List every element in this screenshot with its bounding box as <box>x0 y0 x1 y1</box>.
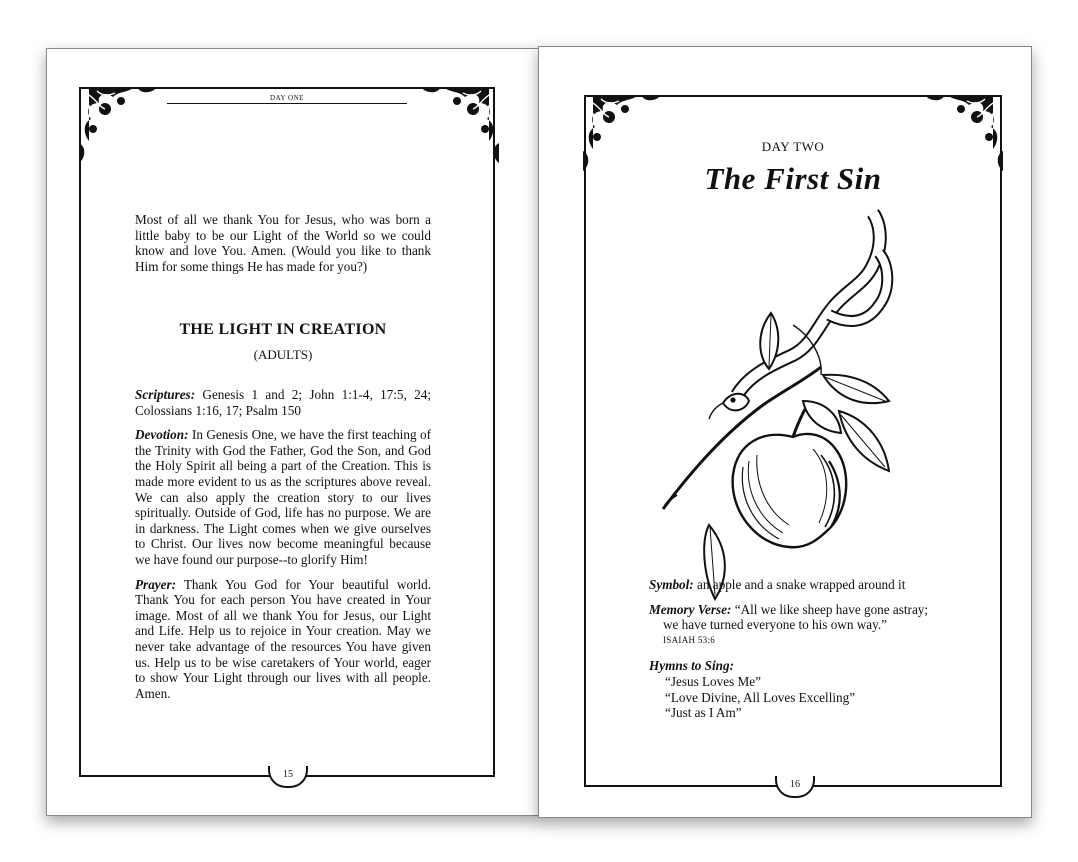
apple-snake-illustration <box>653 205 933 605</box>
running-head-rule <box>167 103 407 104</box>
prayer-paragraph: Prayer: Thank You God for Your beautiful world. Thank You for each person You have created in Your image. Most of all we thank You for Jesus, our Light and Life. Help us to rejoice in Your creation. May we never take advantage of the resources You have given us. Help us to be wise caretakers of Your world, eager to show Your Light through our lives with all people. Amen. <box>135 576 431 701</box>
running-head: DAY ONE <box>270 94 304 102</box>
intro-paragraph: Most of all we thank You for Jesus, who was born a little baby to be our Light of the World so we could know and love You. Amen. (Would you like to thank Him for some things He has made for you?) <box>135 212 431 274</box>
page-title: The First Sin <box>704 161 882 196</box>
hymn-item: “Jesus Loves Me” <box>665 673 761 689</box>
section-heading: THE LIGHT IN CREATION <box>179 321 387 338</box>
day-label: DAY TWO <box>761 139 825 154</box>
scripture-reference: ISAIAH 53:6 <box>663 634 716 645</box>
adult-devotional-body <box>135 387 431 710</box>
symbol-paragraph: Symbol: an apple and a snake wrapped around it <box>649 577 906 592</box>
scriptures-paragraph: Scriptures: Genesis 1 and 2; John 1:1-4, 17:5, 24; Colossians 1:16, 17; Psalm 150 <box>135 387 431 418</box>
section-subheading: (ADULTS) <box>253 347 313 362</box>
page-number: 16 <box>775 776 815 798</box>
hymn-item: “Just as I Am” <box>665 705 742 721</box>
left-page <box>46 48 540 816</box>
page-number: 15 <box>268 766 308 788</box>
right-page <box>538 46 1032 818</box>
hymn-item: “Love Divine, All Loves Excelling” <box>665 689 856 705</box>
hymns-paragraph: Hymns to Sing: “Jesus Loves Me” “Love Divine, All Loves Excelling” “Just as I Am” <box>649 658 959 720</box>
memory-verse-paragraph: Memory Verse: “All we like sheep have gone astray; we have turned everyone to his own way.” ISAIAH 53:6 <box>649 602 959 649</box>
devotion-paragraph: Devotion: In Genesis One, we have the first teaching of the Trinity with God the Father, God the Son, and God the Holy Spirit all being a part of the Creation. This is made more evident to us as the scriptures above reveal. We can also apply the creation story to our lives spiritually. Outside of God, life has no purpose. We are in darkness. The Light comes when we give ourselves to Christ. Our lives now become meaningful because we have found our purpose--to glorify Him! <box>135 427 431 567</box>
ornament-corner-top-left <box>75 83 167 175</box>
symbol-section <box>649 577 959 730</box>
ornament-corner-top-right <box>411 83 503 175</box>
